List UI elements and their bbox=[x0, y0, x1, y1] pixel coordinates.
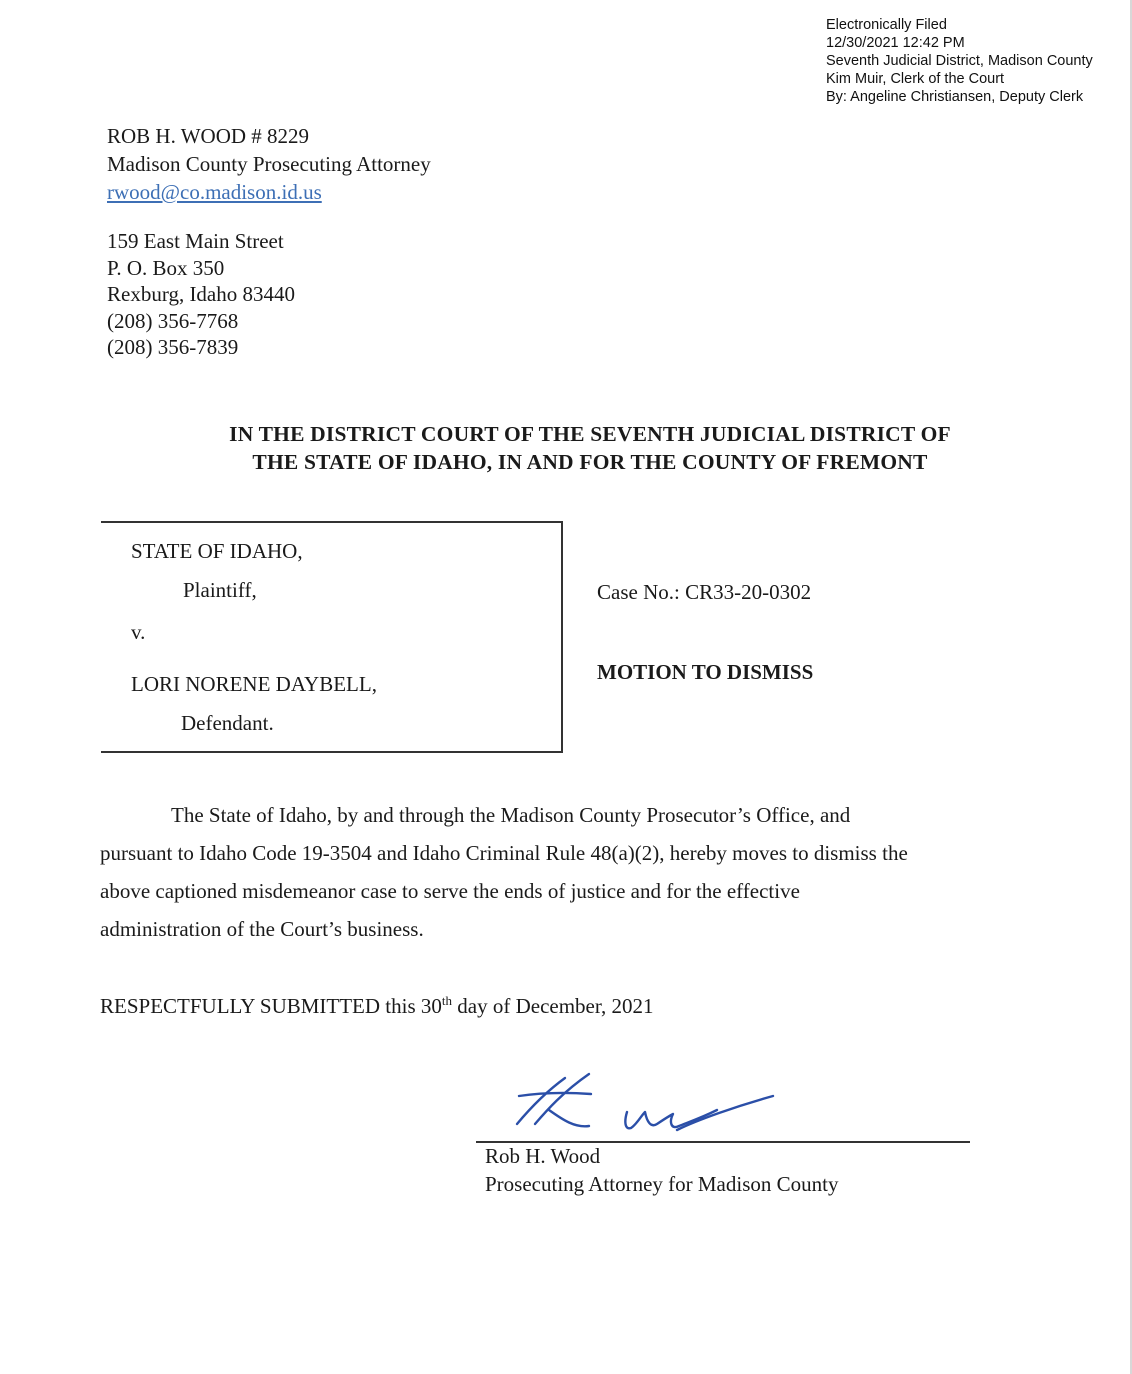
court-heading-line2: THE STATE OF IDAHO, IN AND FOR THE COUNTY OF FREMONT bbox=[252, 450, 928, 474]
signer-name: Rob H. Wood bbox=[485, 1144, 601, 1168]
filing-clerk: Kim Muir, Clerk of the Court bbox=[826, 71, 1005, 87]
case-number: Case No.: CR33-20-0302 bbox=[597, 580, 812, 604]
court-heading-line1: IN THE DISTRICT COURT OF THE SEVENTH JUDICIAL DISTRICT OF bbox=[229, 422, 951, 446]
attorney-title: Madison County Prosecuting Attorney bbox=[107, 152, 431, 176]
submission-ordinal: th bbox=[441, 993, 453, 1008]
defendant-role: Defendant. bbox=[181, 711, 274, 735]
address-po-box: P. O. Box 350 bbox=[107, 255, 225, 280]
document-title: MOTION TO DISMISS bbox=[597, 660, 814, 684]
submission-suffix: day of December, 2021 bbox=[452, 994, 654, 1018]
filing-stamp bbox=[826, 16, 1093, 106]
signer-title: Prosecuting Attorney for Madison County bbox=[485, 1172, 839, 1196]
body-line: above captioned misdemeanor case to serve the ends of justice and for the effective bbox=[100, 879, 800, 903]
filing-stamp-line: Electronically Filed bbox=[826, 17, 947, 33]
body-line: The State of Idaho, by and through the Madison County Prosecutor’s Office, and bbox=[171, 803, 851, 827]
signature-stroke bbox=[519, 1093, 591, 1096]
attorney-email-link[interactable]: rwood@co.madison.id.us bbox=[107, 180, 322, 204]
attorney-header bbox=[107, 122, 431, 206]
body-line: administration of the Court’s business. bbox=[100, 917, 424, 941]
attorney-address bbox=[107, 228, 295, 361]
signer-block bbox=[485, 1142, 838, 1198]
signature-stroke bbox=[677, 1096, 773, 1130]
court-heading bbox=[100, 420, 1110, 476]
phone-primary: (208) 356-7768 bbox=[107, 308, 239, 333]
handwritten-signature bbox=[505, 1066, 795, 1146]
plaintiff-name: STATE OF IDAHO, bbox=[131, 539, 303, 563]
versus-label: v. bbox=[131, 620, 146, 644]
signature-stroke bbox=[549, 1110, 589, 1126]
filing-district: Seventh Judicial District, Madison County bbox=[826, 53, 1093, 69]
body-line: pursuant to Idaho Code 19-3504 and Idaho Criminal Rule 48(a)(2), hereby moves to dismiss the bbox=[100, 841, 908, 865]
submission-line bbox=[100, 994, 654, 1019]
submission-prefix: RESPECTFULLY SUBMITTED this 30 bbox=[100, 994, 442, 1018]
plaintiff-role: Plaintiff, bbox=[183, 578, 257, 602]
motion-body bbox=[100, 796, 1000, 948]
address-street: 159 East Main Street bbox=[107, 229, 284, 253]
attorney-name: ROB H. WOOD # 8229 bbox=[107, 124, 310, 148]
filing-date: 12/30/2021 12:42 PM bbox=[826, 35, 965, 51]
phone-secondary: (208) 356-7839 bbox=[107, 335, 239, 359]
filing-deputy-clerk: By: Angeline Christiansen, Deputy Clerk bbox=[826, 89, 1084, 105]
defendant-name: LORI NORENE DAYBELL, bbox=[131, 672, 377, 696]
address-city: Rexburg, Idaho 83440 bbox=[107, 282, 296, 306]
